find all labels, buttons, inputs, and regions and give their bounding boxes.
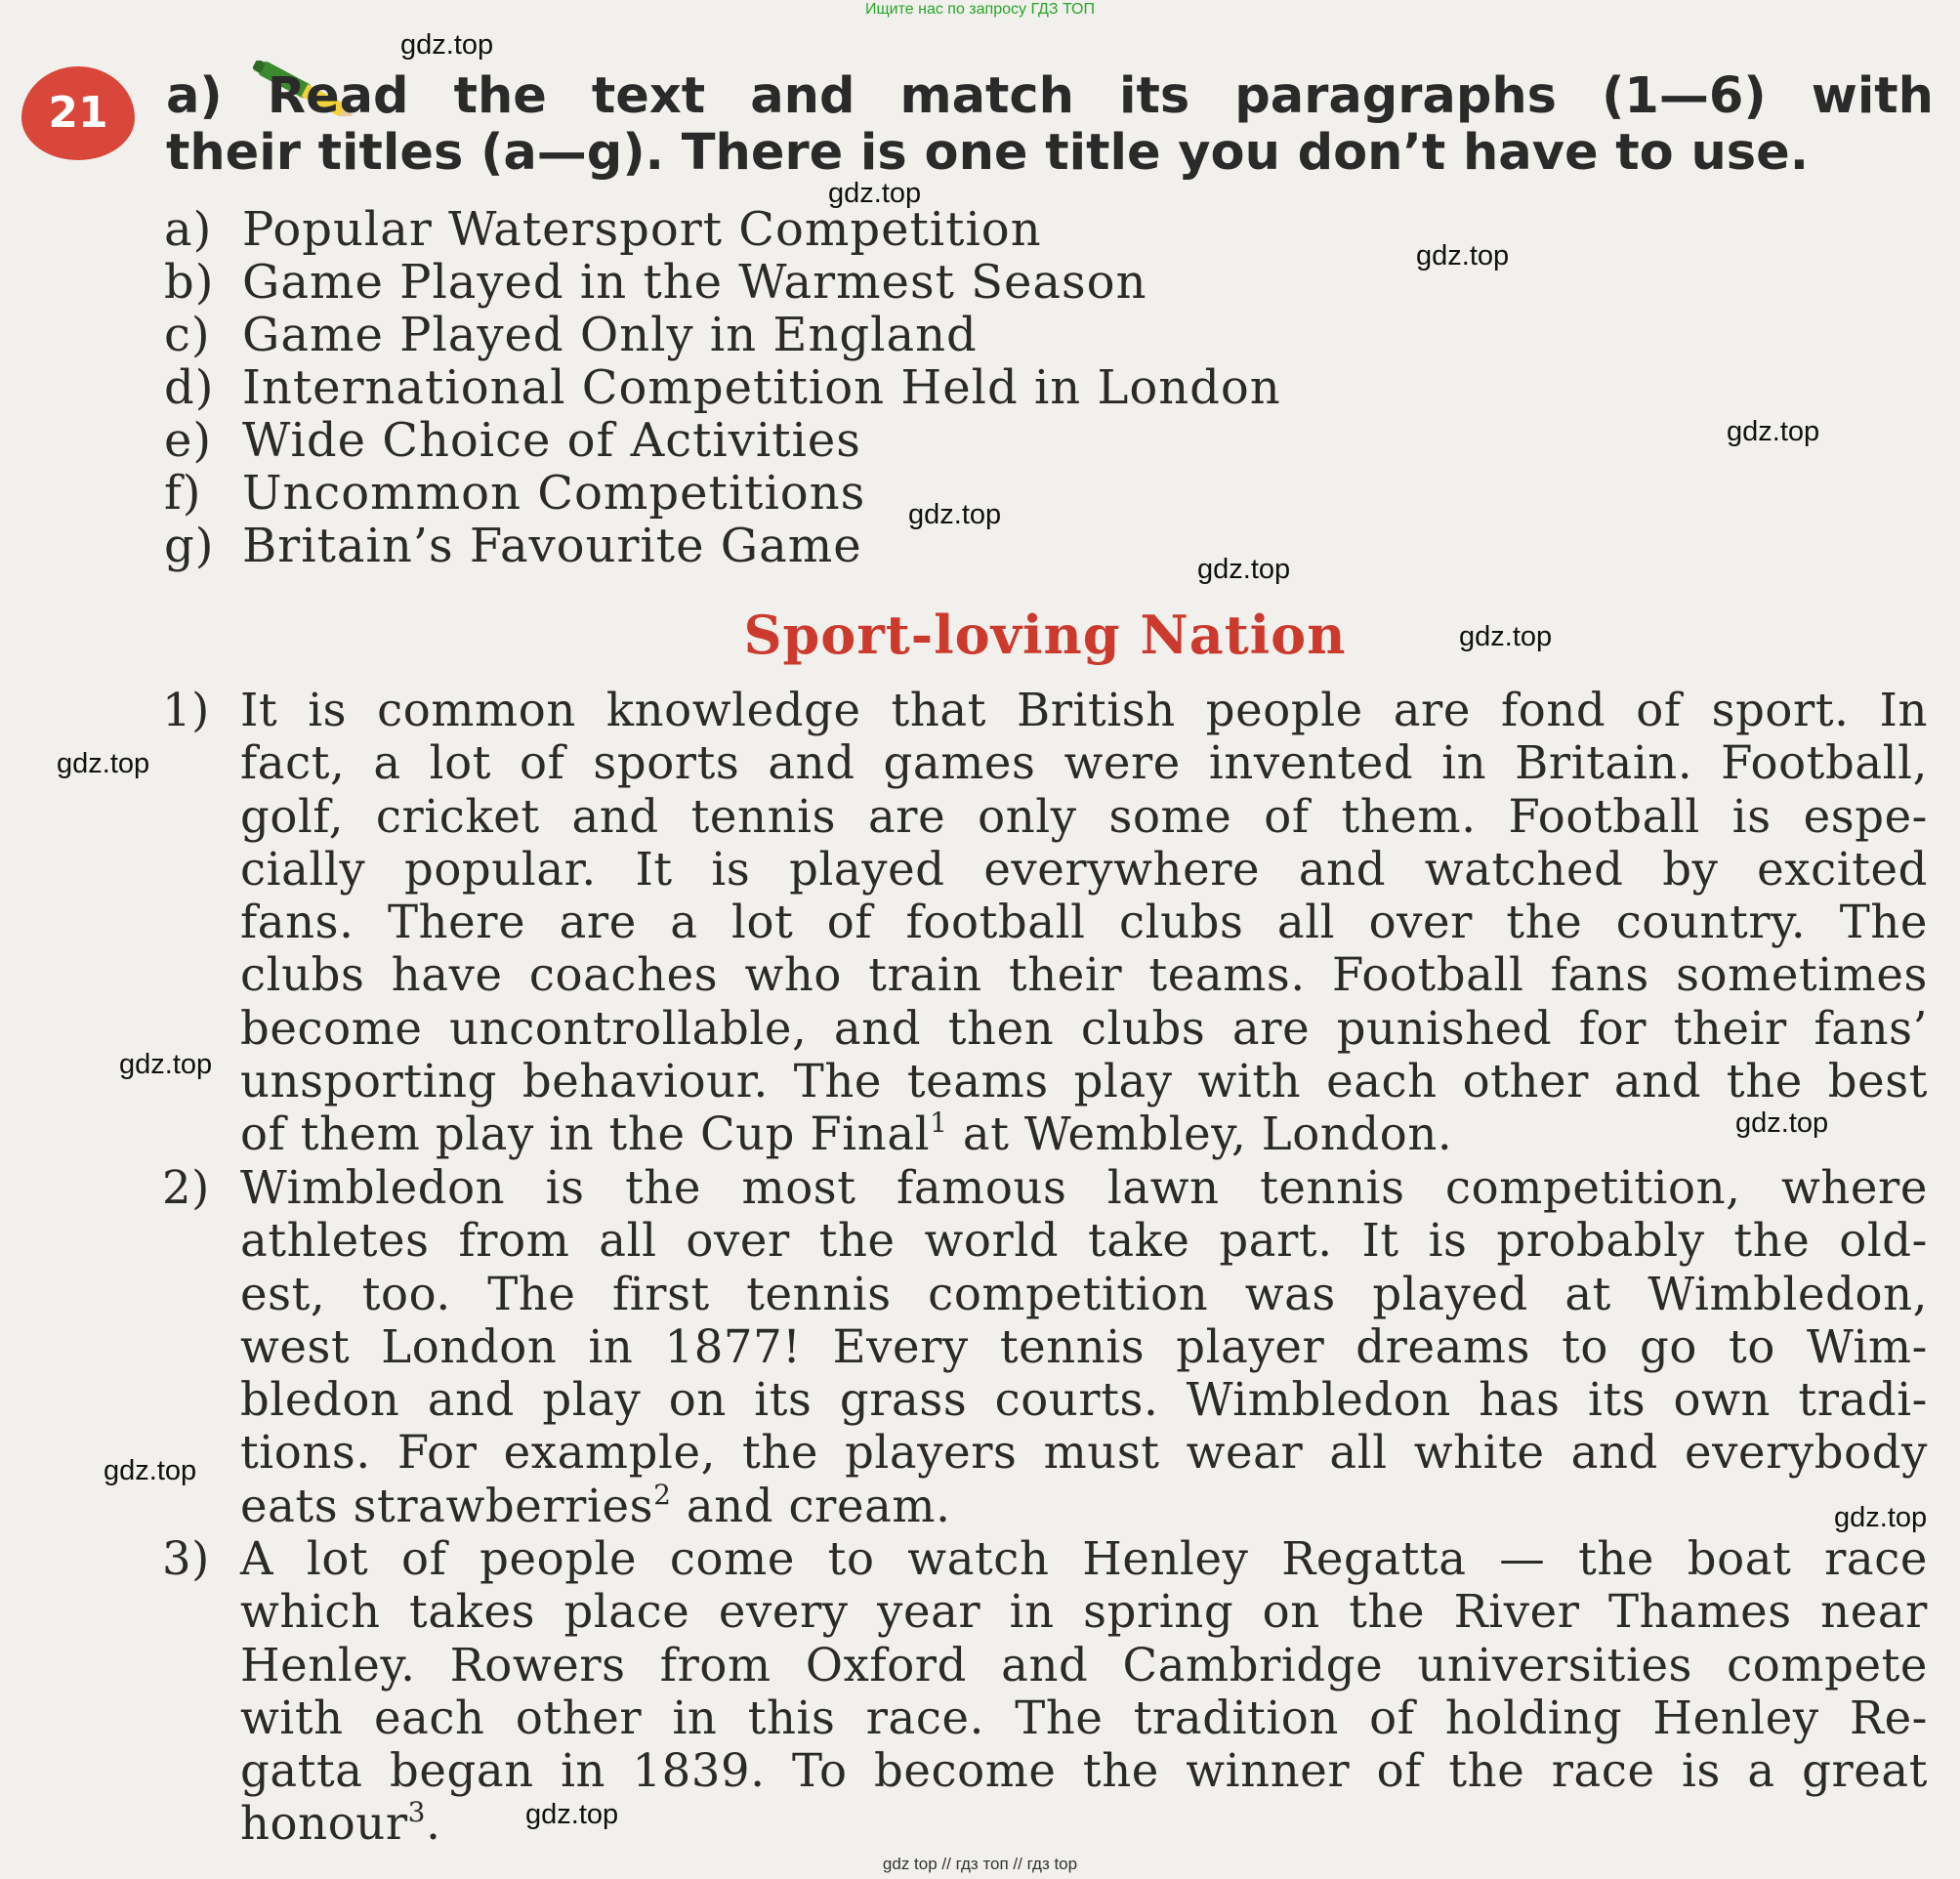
paragraph-line: Wimbledon is the most famous lawn tennis competition, where bbox=[240, 1161, 1928, 1214]
paragraph-line: cially popular. It is played everywhere and watched by excited bbox=[240, 842, 1928, 896]
title-key: f) bbox=[164, 466, 202, 521]
paragraph-2 bbox=[162, 1161, 1928, 1532]
title-text: Popular Watersport Competition bbox=[242, 202, 1042, 257]
paragraph-line: golf, cricket and tennis are only some of them. Football is espe- bbox=[240, 789, 1928, 843]
titles-list bbox=[164, 203, 1336, 572]
title-item bbox=[164, 414, 1336, 467]
paragraph-line: west London in 1877! Every tennis player dreams to go to Wim- bbox=[240, 1319, 1928, 1373]
footnote-mark: 1 bbox=[930, 1107, 948, 1140]
watermark: gdz.top bbox=[104, 1455, 197, 1486]
paragraph-3 bbox=[162, 1532, 1928, 1851]
paragraph-line: fact, a lot of sports and games were invented in Britain. Football, bbox=[240, 736, 1928, 790]
paragraph-line: A lot of people come to watch Henley Regatta — the boat race bbox=[240, 1532, 1928, 1585]
title-item bbox=[164, 520, 1336, 572]
watermark: gdz.top bbox=[908, 499, 1002, 530]
footnote-mark: 2 bbox=[653, 1478, 672, 1511]
watermark: gdz.top bbox=[828, 178, 922, 209]
title-text: Britain’s Favourite Game bbox=[242, 519, 862, 573]
paragraph-line: athletes from all over the world take part. It is probably the old- bbox=[240, 1214, 1928, 1268]
title-text: Uncommon Competitions bbox=[242, 466, 866, 521]
paragraph-line: It is common knowledge that British people are fond of sport. In bbox=[240, 684, 1928, 736]
title-key: g) bbox=[164, 519, 215, 573]
title-key: a) bbox=[164, 202, 213, 257]
paragraph-line: bledon and play on its grass courts. Wimbledon has its own tradi- bbox=[240, 1373, 1928, 1427]
title-item bbox=[164, 309, 1336, 361]
paragraph-last-line: of them play in the Cup Final$^1$ at Wembley, London. bbox=[240, 1107, 1453, 1161]
watermark: gdz.top bbox=[57, 748, 150, 779]
watermark: gdz.top bbox=[400, 29, 494, 61]
task-line-2: their titles (a—g). There is one title you don’t have to use. bbox=[166, 124, 1810, 182]
title-item bbox=[164, 467, 1336, 520]
watermark: gdz.top bbox=[1416, 240, 1510, 271]
footer-links[interactable]: gdz top // гдз топ // гдз top bbox=[882, 1855, 1078, 1873]
paragraph-last-line: honour$^3$. bbox=[240, 1796, 441, 1851]
watermark: gdz.top bbox=[1197, 554, 1291, 585]
watermark: gdz.top bbox=[1834, 1502, 1928, 1533]
title-item bbox=[164, 361, 1336, 414]
watermark: gdz.top bbox=[119, 1049, 213, 1080]
title-text: Wide Choice of Activities bbox=[242, 413, 861, 468]
paragraph-line: est, too. The first tennis competition was played at Wimbledon, bbox=[240, 1267, 1928, 1320]
exercise-number-badge: 21 bbox=[21, 66, 135, 160]
title-key: e) bbox=[164, 413, 213, 468]
watermark: gdz.top bbox=[1459, 621, 1553, 652]
paragraph-number: 2) bbox=[162, 1161, 210, 1214]
paragraph-line: tions. For example, the players must wear all white and everybody bbox=[240, 1426, 1928, 1480]
title-text: Game Played in the Warmest Season bbox=[242, 255, 1147, 310]
paragraph-line: which takes place every year in spring on the River Thames near bbox=[240, 1585, 1928, 1639]
task-line-1: a) Read the text and match its paragraphs (1—6) with bbox=[166, 67, 1934, 125]
title-text: Game Played Only in England bbox=[242, 308, 978, 362]
paragraph-line: unsporting behaviour. The teams play with each other and the best bbox=[240, 1055, 1928, 1108]
task-instruction bbox=[166, 68, 1934, 182]
title-key: b) bbox=[164, 255, 215, 310]
paragraph-number: 3) bbox=[162, 1532, 210, 1585]
paragraph-number: 1) bbox=[162, 684, 210, 736]
paragraph-last-line: eats strawberries$^2$ and cream. bbox=[240, 1478, 951, 1532]
watermark: gdz.top bbox=[1727, 416, 1820, 447]
paragraph-line: fans. There are a lot of football clubs all over the country. The bbox=[240, 896, 1928, 949]
title-item bbox=[164, 203, 1336, 256]
title-key: d) bbox=[164, 360, 215, 415]
paragraph-line: gatta began in 1839. To become the winner of the race is a great bbox=[240, 1744, 1928, 1798]
paragraph-line: clubs have coaches who train their teams. Football fans sometimes bbox=[240, 948, 1928, 1002]
watermark: gdz.top bbox=[525, 1799, 619, 1830]
footnote-mark: 3 bbox=[407, 1796, 427, 1829]
title-item bbox=[164, 256, 1336, 309]
watermark: gdz.top bbox=[1735, 1107, 1829, 1139]
paragraph-line: become uncontrollable, and then clubs are punished for their fans’ bbox=[240, 1001, 1928, 1055]
header-search-link[interactable]: Ищите нас по запросу ГДЗ ТОП bbox=[865, 1, 1095, 18]
paragraph-1 bbox=[162, 684, 1928, 1161]
title-key: c) bbox=[164, 308, 211, 362]
title-text: International Competition Held in London bbox=[242, 360, 1281, 415]
paragraph-line: Henley. Rowers from Oxford and Cambridge universities compete bbox=[240, 1638, 1928, 1691]
text-heading: Sport-loving Nation bbox=[743, 604, 1347, 666]
paragraph-line: with each other in this race. The tradition of holding Henley Re- bbox=[240, 1691, 1928, 1744]
